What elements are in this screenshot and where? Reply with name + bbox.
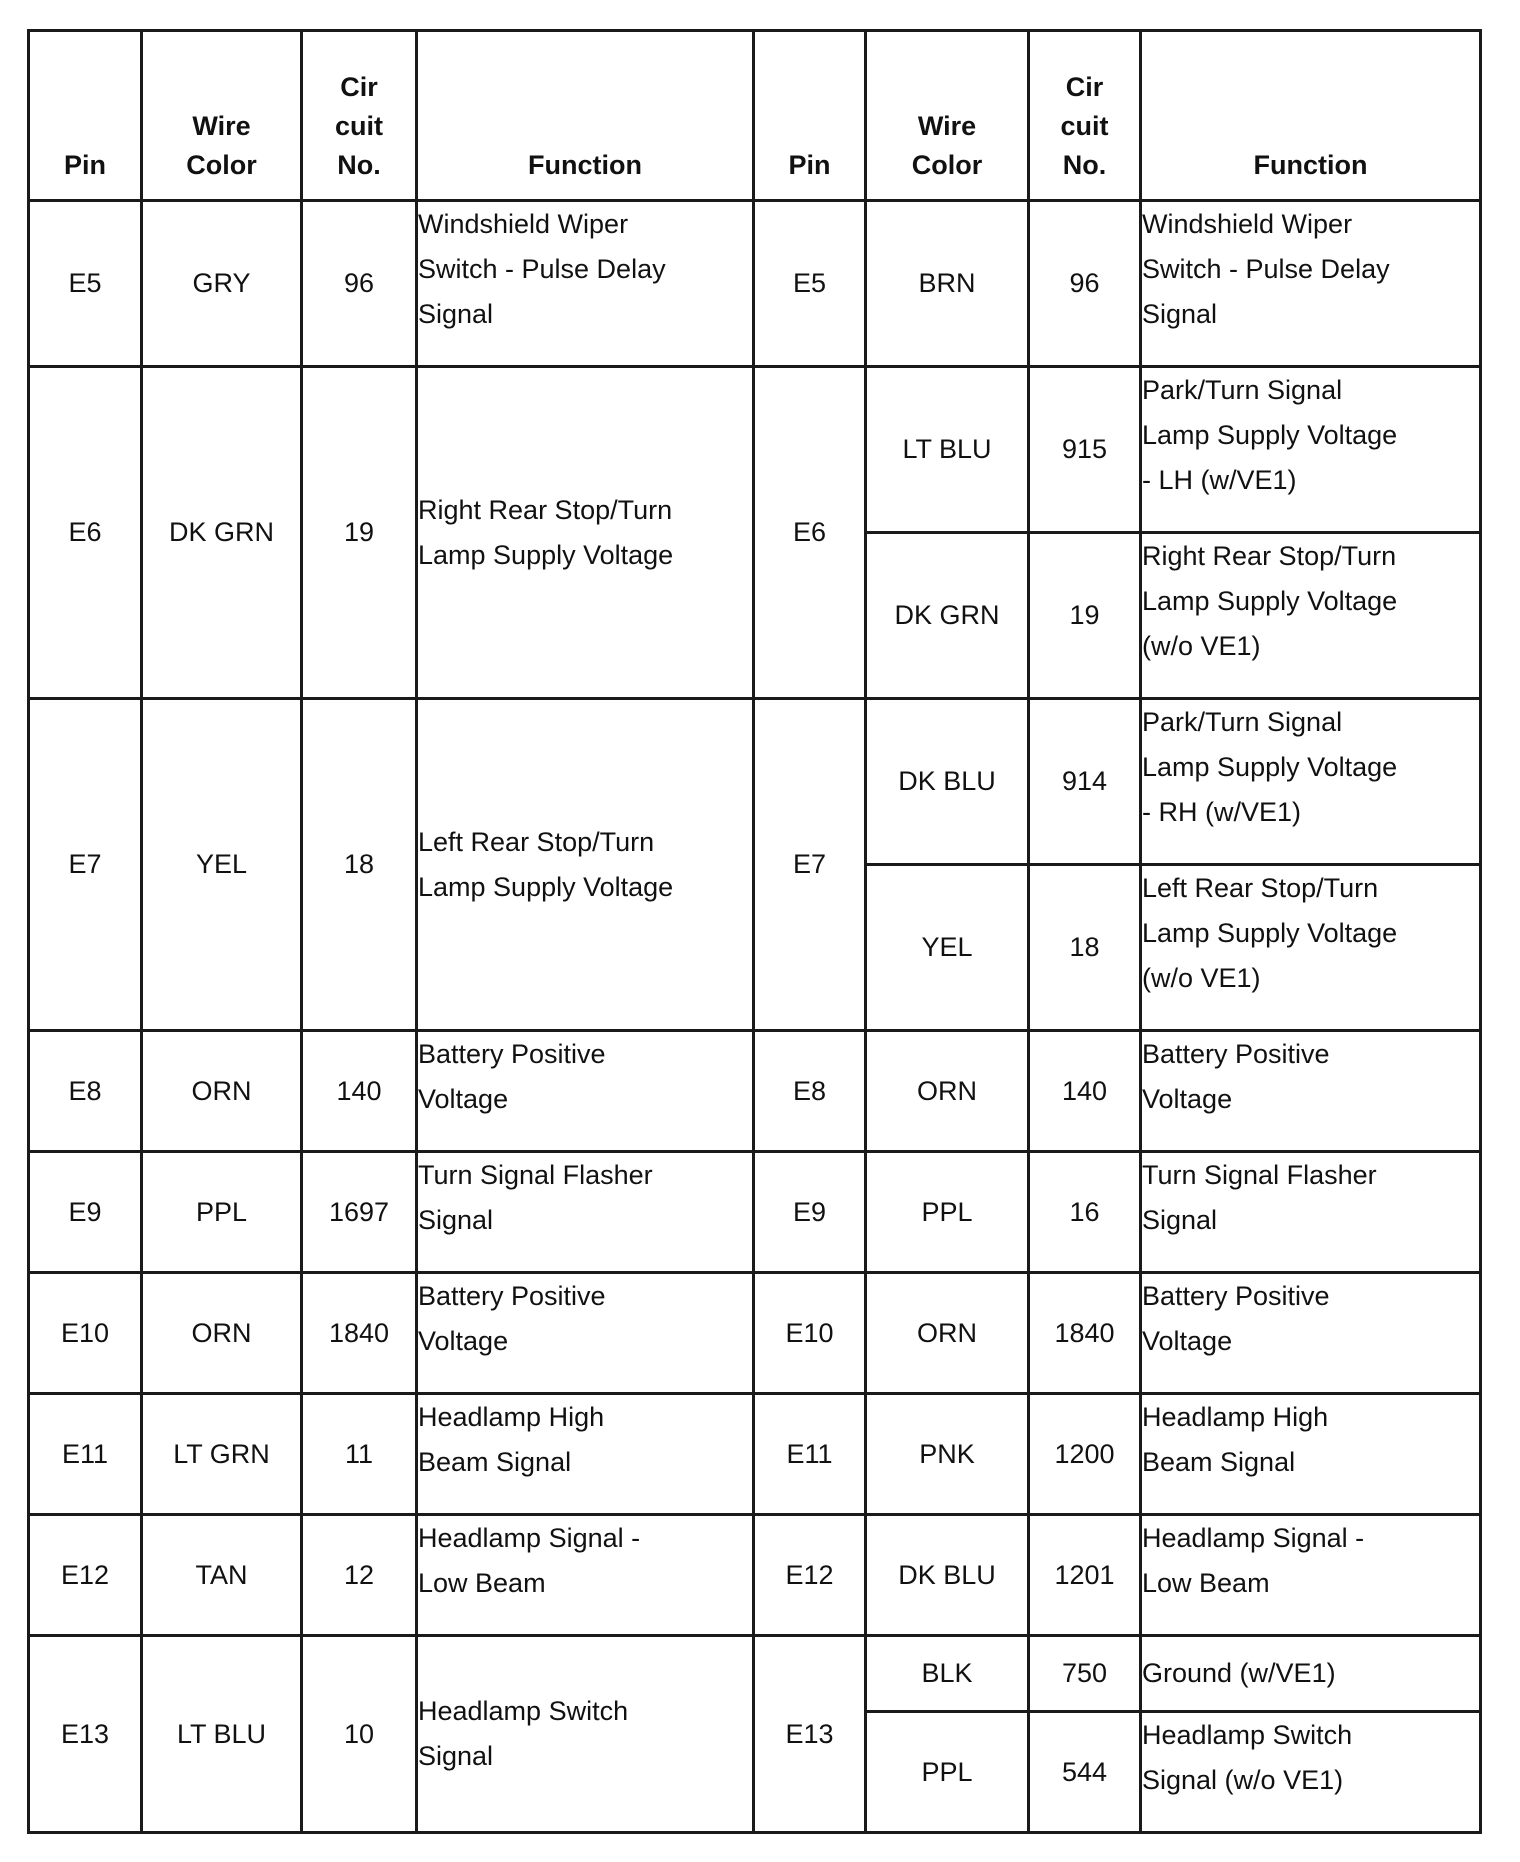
circuit-cell: 19 <box>302 367 417 699</box>
circuit-cell: 544 <box>1029 1712 1141 1833</box>
table-row <box>29 1273 1481 1394</box>
function-cell: Headlamp Switch Signal <box>417 1636 754 1833</box>
table-row <box>29 699 1481 865</box>
wire-color-cell: TAN <box>142 1515 302 1636</box>
pin-cell: E6 <box>754 367 866 699</box>
circuit-cell: 1840 <box>302 1273 417 1394</box>
wire-color-cell: DK BLU <box>866 699 1029 865</box>
table-row <box>29 1636 1481 1712</box>
wire-color-cell: PPL <box>866 1152 1029 1273</box>
header-circuit-no: Cir cuit No. <box>1029 31 1141 201</box>
header-circuit-no: Cir cuit No. <box>302 31 417 201</box>
table-row <box>29 201 1481 367</box>
circuit-cell: 96 <box>302 201 417 367</box>
header-function: Function <box>1141 31 1481 201</box>
circuit-cell: 19 <box>1029 533 1141 699</box>
circuit-cell: 96 <box>1029 201 1141 367</box>
function-cell: Left Rear Stop/Turn Lamp Supply Voltage <box>417 699 754 1031</box>
table-row <box>29 1515 1481 1636</box>
header-pin: Pin <box>754 31 866 201</box>
function-cell: Turn Signal Flasher Signal <box>417 1152 754 1273</box>
circuit-cell: 1697 <box>302 1152 417 1273</box>
pin-cell: E9 <box>754 1152 866 1273</box>
wire-color-cell: YEL <box>142 699 302 1031</box>
pin-cell: E6 <box>29 367 142 699</box>
circuit-cell: 11 <box>302 1394 417 1515</box>
function-cell: Park/Turn Signal Lamp Supply Voltage - LH (w/VE1) <box>1141 367 1481 533</box>
wire-color-cell: LT BLU <box>142 1636 302 1833</box>
wire-color-cell: LT GRN <box>142 1394 302 1515</box>
header-pin: Pin <box>29 31 142 201</box>
wire-color-cell: ORN <box>142 1031 302 1152</box>
wire-color-cell: PPL <box>142 1152 302 1273</box>
function-cell: Left Rear Stop/Turn Lamp Supply Voltage (w/o VE1) <box>1141 865 1481 1031</box>
circuit-cell: 914 <box>1029 699 1141 865</box>
function-cell: Park/Turn Signal Lamp Supply Voltage - RH (w/VE1) <box>1141 699 1481 865</box>
header-function: Function <box>417 31 754 201</box>
circuit-cell: 915 <box>1029 367 1141 533</box>
function-cell: Headlamp High Beam Signal <box>417 1394 754 1515</box>
pin-cell: E10 <box>754 1273 866 1394</box>
function-cell: Right Rear Stop/Turn Lamp Supply Voltage <box>417 367 754 699</box>
wire-color-cell: DK GRN <box>866 533 1029 699</box>
circuit-cell: 10 <box>302 1636 417 1833</box>
function-cell: Ground (w/VE1) <box>1141 1636 1481 1712</box>
wire-color-cell: LT BLU <box>866 367 1029 533</box>
function-cell: Headlamp Signal - Low Beam <box>1141 1515 1481 1636</box>
function-cell: Battery Positive Voltage <box>417 1273 754 1394</box>
table-row <box>29 1152 1481 1273</box>
wire-color-cell: DK BLU <box>866 1515 1029 1636</box>
pin-cell: E7 <box>754 699 866 1031</box>
circuit-cell: 1840 <box>1029 1273 1141 1394</box>
circuit-cell: 1200 <box>1029 1394 1141 1515</box>
pin-cell: E5 <box>29 201 142 367</box>
pin-cell: E11 <box>29 1394 142 1515</box>
wire-color-cell: BLK <box>866 1636 1029 1712</box>
wire-color-cell: YEL <box>866 865 1029 1031</box>
pin-cell: E11 <box>754 1394 866 1515</box>
function-cell: Headlamp High Beam Signal <box>1141 1394 1481 1515</box>
wire-color-cell: ORN <box>866 1031 1029 1152</box>
pin-cell: E13 <box>754 1636 866 1833</box>
circuit-cell: 18 <box>1029 865 1141 1031</box>
table-row <box>29 367 1481 533</box>
function-cell: Headlamp Switch Signal (w/o VE1) <box>1141 1712 1481 1833</box>
connector-pinout-table <box>27 29 1482 1834</box>
function-cell: Battery Positive Voltage <box>417 1031 754 1152</box>
table-row <box>29 1031 1481 1152</box>
pin-cell: E8 <box>29 1031 142 1152</box>
function-cell: Windshield Wiper Switch - Pulse Delay Signal <box>417 201 754 367</box>
pin-cell: E10 <box>29 1273 142 1394</box>
table-row <box>29 1394 1481 1515</box>
pin-cell: E8 <box>754 1031 866 1152</box>
function-cell: Windshield Wiper Switch - Pulse Delay Signal <box>1141 201 1481 367</box>
pin-cell: E9 <box>29 1152 142 1273</box>
wire-color-cell: PNK <box>866 1394 1029 1515</box>
function-cell: Headlamp Signal - Low Beam <box>417 1515 754 1636</box>
circuit-cell: 1201 <box>1029 1515 1141 1636</box>
wire-color-cell: ORN <box>866 1273 1029 1394</box>
circuit-cell: 140 <box>302 1031 417 1152</box>
circuit-cell: 750 <box>1029 1636 1141 1712</box>
pin-cell: E12 <box>754 1515 866 1636</box>
pin-cell: E12 <box>29 1515 142 1636</box>
header-wire-color: Wire Color <box>142 31 302 201</box>
pin-cell: E13 <box>29 1636 142 1833</box>
function-cell: Turn Signal Flasher Signal <box>1141 1152 1481 1273</box>
wire-color-cell: ORN <box>142 1273 302 1394</box>
pin-cell: E5 <box>754 201 866 367</box>
circuit-cell: 18 <box>302 699 417 1031</box>
wire-color-cell: DK GRN <box>142 367 302 699</box>
circuit-cell: 12 <box>302 1515 417 1636</box>
pin-cell: E7 <box>29 699 142 1031</box>
function-cell: Battery Positive Voltage <box>1141 1273 1481 1394</box>
circuit-cell: 140 <box>1029 1031 1141 1152</box>
header-row <box>29 31 1481 201</box>
header-wire-color: Wire Color <box>866 31 1029 201</box>
wire-color-cell: GRY <box>142 201 302 367</box>
wire-color-cell: PPL <box>866 1712 1029 1833</box>
function-cell: Right Rear Stop/Turn Lamp Supply Voltage (w/o VE1) <box>1141 533 1481 699</box>
circuit-cell: 16 <box>1029 1152 1141 1273</box>
function-cell: Battery Positive Voltage <box>1141 1031 1481 1152</box>
wire-color-cell: BRN <box>866 201 1029 367</box>
